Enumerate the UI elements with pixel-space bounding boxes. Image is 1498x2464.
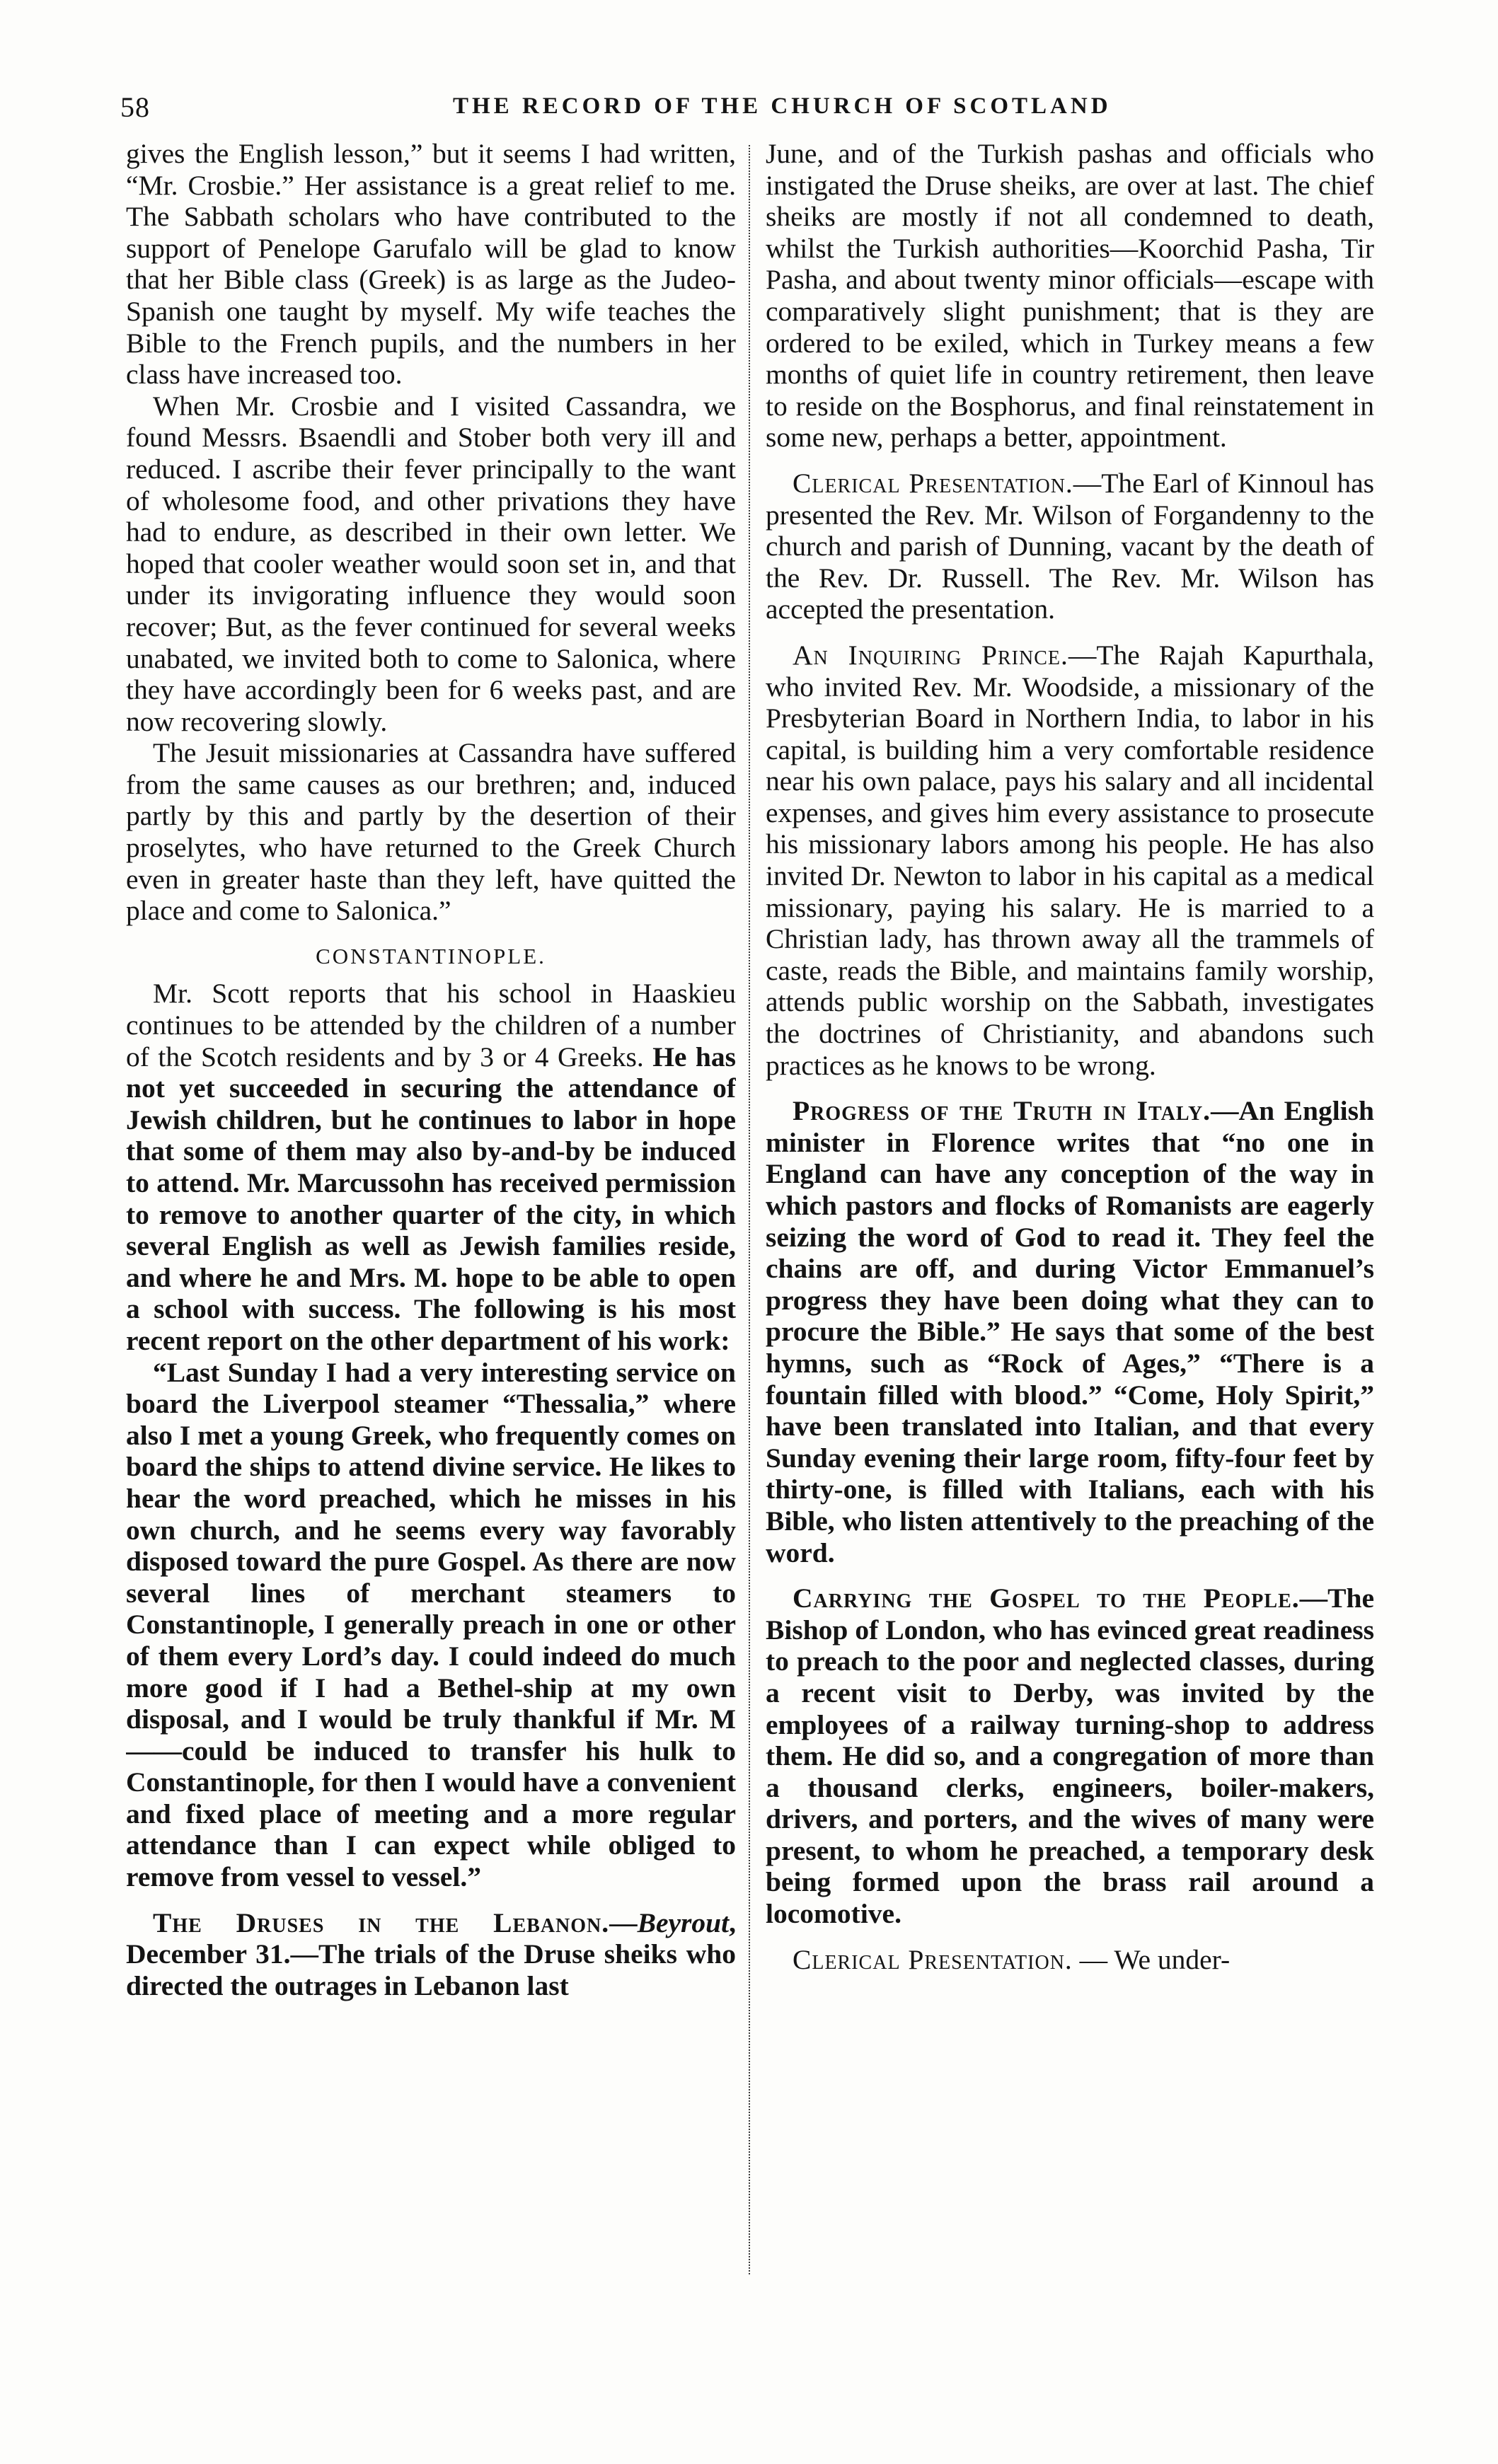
carrying-gospel-heading: Carrying the Gospel to the People. — [793, 1583, 1300, 1614]
progress-italy-heading: Progress of the Truth in Italy. — [793, 1095, 1211, 1127]
druses-heading: The Druses in the Lebanon. — [153, 1907, 610, 1938]
inquiring-prince-text: —The Rajah Kapurthala, who invited Rev. Mr. Woodside, a missionary of the Presbyterian Board in Northern India, to labor in his capital, is building him a very comfortable residence near his own palace, pays his salary and all incidental expenses, and gives him every assistance to prosecute his missionary labors among his people. He has also invited Dr. Newton to labor in his capital as a medical missionary, paying his salary. He is married to a Christian lady, has thrown away all the trammels of caste, reads the Bible, and maintains family worship, attends public worship on the Sabbath, investigates the doctrines of Christianity, and abandons such practices as he knows to be wrong. — [766, 639, 1374, 1081]
right-paragraph-2 — [766, 468, 1374, 625]
journal-title: THE RECORD OF THE CHURCH OF SCOTLAND — [453, 93, 1112, 119]
druses-text: , December 31.—The trials of the Druse sheiks who directed the outrages in Lebanon last — [126, 1907, 736, 2001]
right-paragraph-3 — [766, 640, 1374, 1081]
druses-dash: — — [609, 1907, 638, 1938]
carrying-gospel-text: —The Bishop of London, who has evinced great readiness to preach to the poor and neglected classes, during a recent visit to Derby, was invited by the employees of a railway turning-shop to address them. He did so, and a congregation of more than a thousand clerks, engineers, boiler-makers, drivers, and porters, and the wives of many were present, to whom he preached, a temporary desk being formed upon the brass rail around a locomotive. — [766, 1583, 1374, 1930]
right-paragraph-6 — [766, 1944, 1374, 1976]
left-column — [126, 138, 736, 2296]
clerical-presentation-text: —The Earl of Kinnoul has presented the Rev. Mr. Wilson of Forgandenny to the church and parish of Dunning, vacant by the death of the Rev. Dr. Russell. The Rev. Mr. Wilson has accepted the presentation. — [766, 467, 1374, 625]
left-paragraph-2: When Mr. Crosbie and I visited Cassandra, we found Messrs. Bsaendli and Stober both very ill and reduced. I ascribe their fever principally to the want of wholesome food, and other privations they have had to endure, as described in their own letter. We hoped that cooler weather would soon set in, and that under its invigorating influence they would soon recover; But, as the fever continued for several weeks unabated, we invited both to come to Salonica, where they have accordingly been for 6 weeks past, and are now recovering slowly. — [126, 390, 736, 737]
right-paragraph-4 — [766, 1095, 1374, 1568]
right-paragraph-1: June, and of the Turkish pashas and officials who instigated the Druse sheiks, are over at last. The chief sheiks are mostly if not all condemned to death, whilst the Turkish authorities—Koorchid Pasha, Tir Pasha, and about twenty minor officials—escape with comparatively slight punishment; that is they are ordered to be exiled, which in Turkey means a few months of quiet life in country retirement, then leave to reside on the Bosphorus, and final reinstatement in some new, perhaps a better, appointment. — [766, 138, 1374, 453]
progress-italy-text: —An English minister in Florence writes that “no one in England can have any conception of the way in which pastors and flocks of Romanists are eagerly seizing the word of God to read it. They feel the chains are off, and during Victor Emmanuel’s progress they have been doing what they can to procure the Bible.” He says that some of the best hymns, such as “Rock of Ages,” “There is a fountain filled with blood.” “Come, Holy Spirit,” have been translated into Italian, and that every Sunday evening their large room, fifty-four feet by thirty-one, is filled with Italians, each with his Bible, who listen attentively to the preaching of the word. — [766, 1095, 1374, 1568]
left-paragraph-5-quote: “Last Sunday I had a very interesting service on board the Liverpool steamer “Thessalia,” where also I met a young Greek, who frequently comes on board the ships to attend divine service. He likes to hear the word preached, which he misses in his own church, and he seems every way favorably disposed toward the pure Gospel. As there are now several lines of merchant steamers to Constantinople, I generally preach in one or other of them every Lord’s day. I could indeed do much more good if I had a Bethel-ship at my own disposal, and I would be truly thankful if Mr. M——could be induced to transfer his hulk to Constantinople, for then I would have a convenient and fixed place of meeting and a more regular attendance than I can expect while obliged to remove from vessel to vessel.” — [126, 1356, 736, 1893]
page-number: 58 — [120, 91, 150, 123]
column-divider — [749, 145, 750, 2274]
inquiring-prince-heading: An Inquiring Prince. — [793, 639, 1068, 671]
left-paragraph-1: gives the English lesson,” but it seems I had written, “Mr. Crosbie.” Her assistance is a great relief to me. The Sabbath scholars who have contributed to the support of Penelope Garufalo will be glad to know that her Bible class (Greek) is as large as the Judeo-Spanish one taught by myself. My wife teaches the Bible to the French pupils, and the numbers in her class have increased too. — [126, 138, 736, 391]
clerical-presentation-2-heading: Clerical Presentation. — [793, 1943, 1073, 1975]
right-paragraph-5 — [766, 1583, 1374, 1930]
left-paragraph-4 — [126, 978, 736, 1356]
clerical-presentation-2-text: — We under- — [1072, 1943, 1231, 1975]
left-paragraph-3: The Jesuit missionaries at Cassandra have suffered from the same causes as our brethren; and, induced partly by this and partly by the desertion of their proselytes, who have returned to the Greek Church even in greater haste than they left, have quitted the place and come to Salonica.” — [126, 737, 736, 927]
druses-place: Beyrout — [637, 1907, 730, 1938]
paragraph-4-bold-text: He has not yet succeeded in securing the attendance of Jewish children, but he continues to labor in hope that some of them may also by-and-by be induced to attend. Mr. Marcussohn has received permission to remove to another quarter of the city, in which several English as well as Jewish families reside, and where he and Mrs. M. hope to be able to open a school with success. The following is his most recent report on the other department of his work: — [126, 1041, 736, 1356]
running-head — [120, 91, 1366, 127]
section-heading-constantinople: CONSTANTINOPLE. — [316, 943, 546, 968]
clerical-presentation-heading: Clerical Presentation. — [793, 467, 1073, 499]
right-column — [766, 138, 1374, 2296]
left-paragraph-6 — [126, 1907, 736, 2002]
paragraph-4-text: Mr. Scott reports that his school in Haaskieu continues to be attended by the children of a number of the Scotch residents and by 3 or 4 Greeks. — [126, 978, 736, 1072]
